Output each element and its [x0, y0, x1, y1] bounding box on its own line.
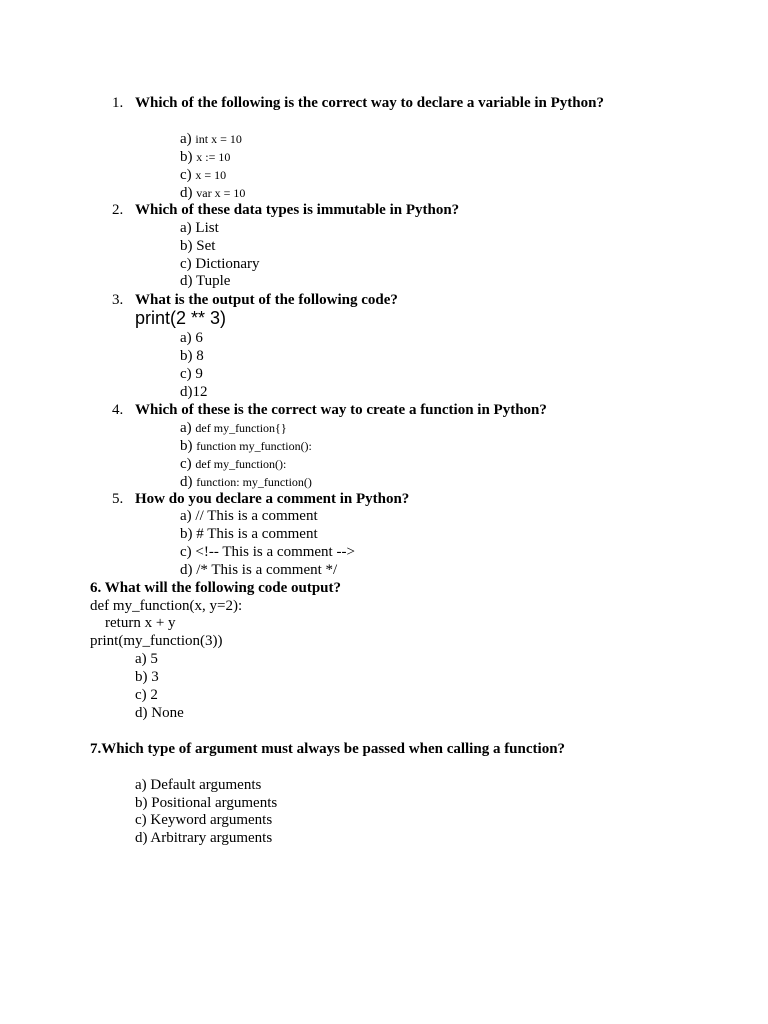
option: d) Tuple — [180, 273, 231, 289]
question-number: 5. — [112, 491, 124, 507]
code-line: def my_function(x, y=2): — [90, 598, 243, 614]
question-text: Which of the following is the correct way to declare a variable in Python? — [135, 95, 604, 111]
question-text: 6. What will the following code output? — [90, 580, 341, 596]
option: d) Arbitrary arguments — [135, 830, 273, 846]
option: a) Default arguments — [135, 777, 262, 793]
option: c) Dictionary — [180, 256, 260, 272]
question-text: What is the output of the following code? — [135, 292, 398, 308]
code-line: print(my_function(3)) — [90, 633, 223, 649]
question-number: 2. — [112, 202, 124, 218]
option: b) 8 — [180, 348, 204, 364]
option: c) 2 — [135, 687, 158, 703]
option: b) x := 10 — [180, 149, 231, 165]
option: a) 5 — [135, 651, 158, 667]
option: b) 3 — [135, 669, 159, 685]
option: d) var x = 10 — [180, 185, 246, 201]
option: b) function my_function(): — [180, 438, 312, 454]
option: c) 9 — [180, 366, 203, 382]
option: c) Keyword arguments — [135, 812, 273, 828]
question-text: 7.Which type of argument must always be passed when calling a function? — [90, 741, 566, 757]
option: a) // This is a comment — [180, 508, 318, 524]
question-number: 1. — [112, 95, 124, 111]
question-text: How do you declare a comment in Python? — [135, 491, 410, 507]
option: b) # This is a comment — [180, 526, 318, 542]
option: d) None — [135, 705, 184, 721]
code-snippet: print(2 ** 3) — [135, 308, 227, 328]
option: c) x = 10 — [180, 167, 227, 183]
option: d) function: my_function() — [180, 474, 312, 490]
option: a) int x = 10 — [180, 131, 242, 147]
option: d)12 — [180, 384, 208, 400]
option: a) def my_function{} — [180, 420, 287, 436]
question-text: Which of these data types is immutable in Python? — [135, 202, 460, 218]
option: d) /* This is a comment */ — [180, 562, 338, 578]
question-number: 4. — [112, 402, 124, 418]
question-number: 3. — [112, 292, 124, 308]
option: a) List — [180, 220, 219, 236]
question-text: Which of these is the correct way to create a function in Python? — [135, 402, 547, 418]
option: b) Positional arguments — [135, 795, 278, 811]
option: c) <!-- This is a comment --> — [180, 544, 355, 560]
option: c) def my_function(): — [180, 456, 287, 472]
option: a) 6 — [180, 330, 203, 346]
option: b) Set — [180, 238, 216, 254]
code-line: return x + y — [90, 615, 176, 631]
